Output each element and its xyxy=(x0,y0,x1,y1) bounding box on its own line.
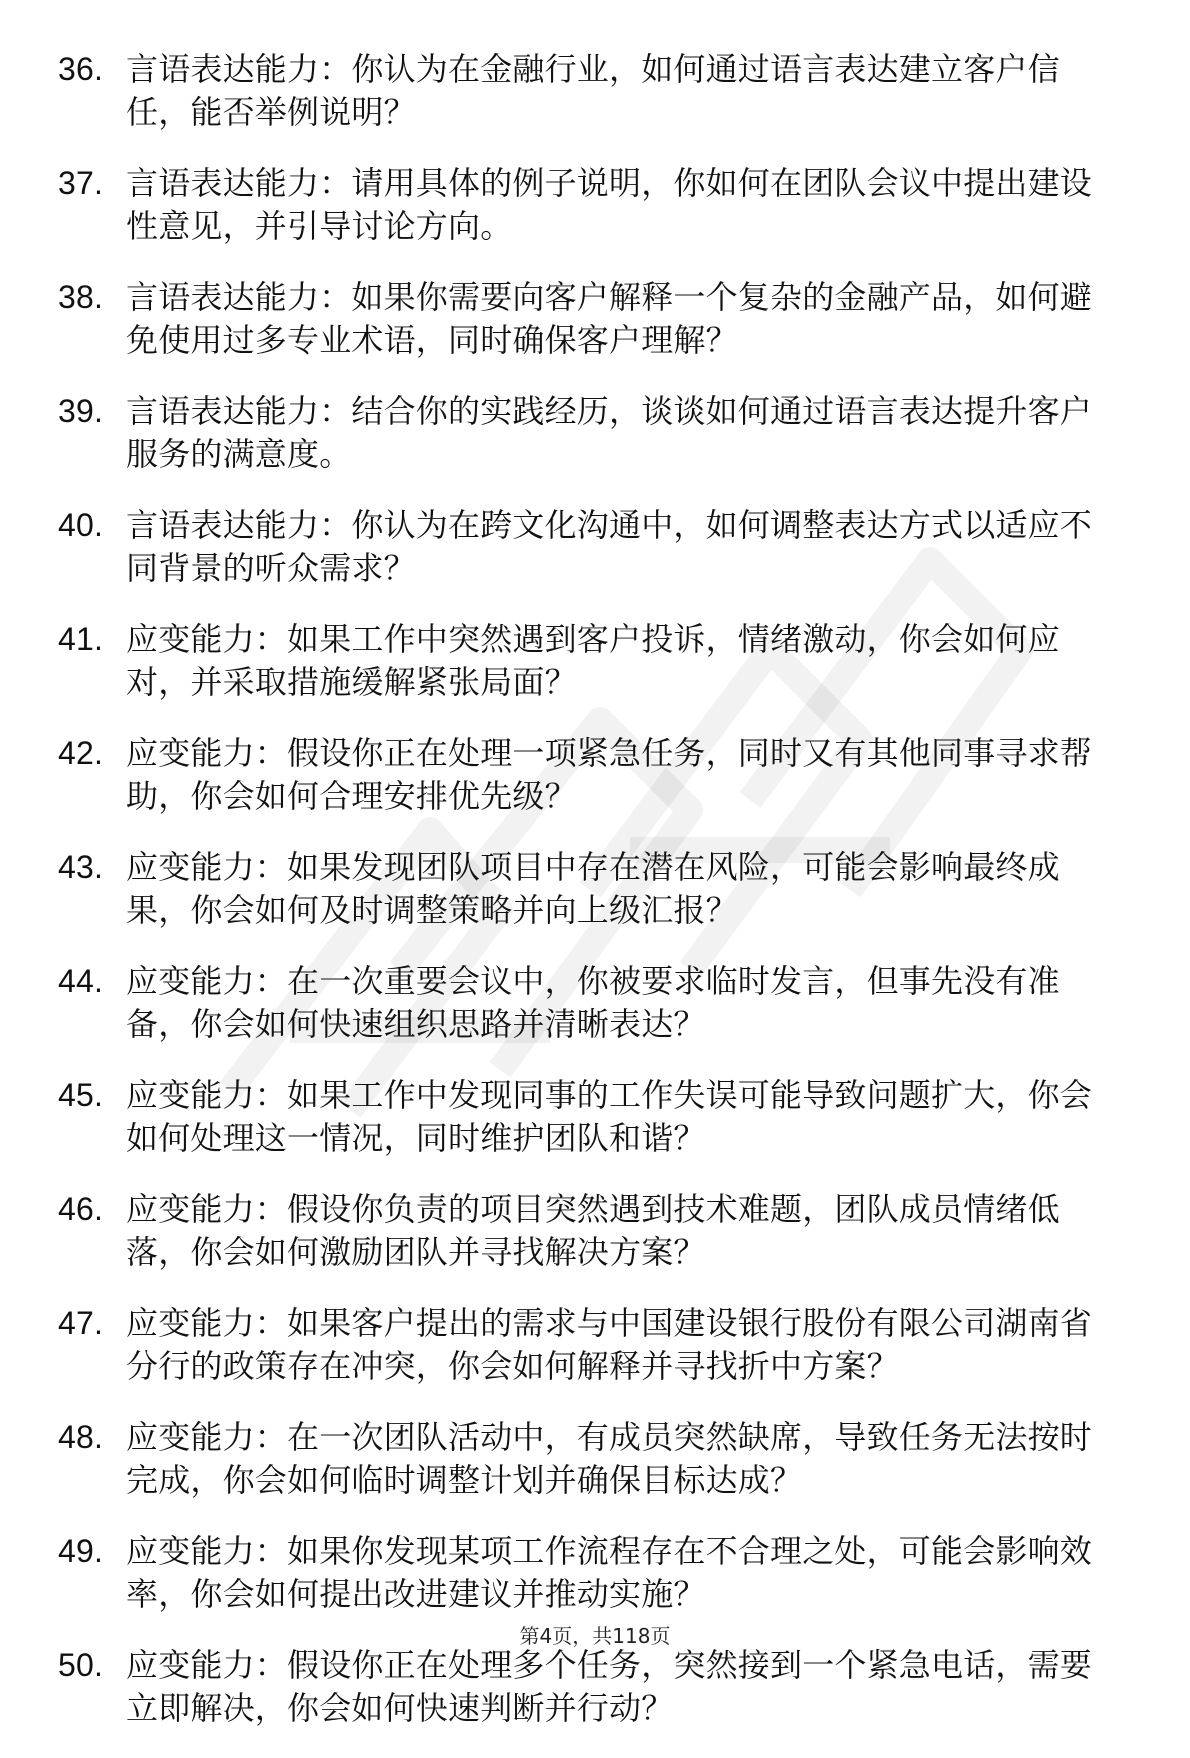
question-item xyxy=(58,1188,1118,1274)
question-text: 言语表达能力：你认为在跨文化沟通中，如何调整表达方式以适应不同背景的听众需求？ xyxy=(126,506,1093,587)
question-number: 45. xyxy=(58,1077,104,1113)
question-text: 应变能力：如果客户提出的需求与中国建设银行股份有限公司湖南省分行的政策存在冲突，你会如何解释并寻找折中方案？ xyxy=(126,1304,1093,1385)
question-text: 应变能力：假设你正在处理多个任务，突然接到一个紧急电话，需要立即解决，你会如何快速判断并行动？ xyxy=(126,1646,1093,1727)
question-number: 50. xyxy=(58,1647,104,1683)
question-text: 应变能力：如果工作中发现同事的工作失误可能导致问题扩大，你会如何处理这一情况，同时维护团队和谐？ xyxy=(126,1076,1093,1157)
question-number: 41. xyxy=(58,621,104,657)
question-number: 46. xyxy=(58,1191,104,1227)
question-item xyxy=(58,48,1118,134)
page-footer: 第4页，共118页 xyxy=(519,1624,671,1648)
question-text: 应变能力：如果你发现某项工作流程存在不合理之处，可能会影响效率，你会如何提出改进建议并推动实施？ xyxy=(126,1532,1093,1613)
question-item xyxy=(58,732,1118,818)
question-number: 49. xyxy=(58,1533,104,1569)
question-item xyxy=(58,162,1118,248)
question-text: 应变能力：假设你正在处理一项紧急任务，同时又有其他同事寻求帮助，你会如何合理安排优先级？ xyxy=(126,734,1093,815)
question-list xyxy=(58,48,1118,1758)
question-text: 言语表达能力：结合你的实践经历，谈谈如何通过语言表达提升客户服务的满意度。 xyxy=(126,392,1093,473)
question-item xyxy=(58,1416,1118,1502)
question-text: 言语表达能力：请用具体的例子说明，你如何在团队会议中提出建设性意见，并引导讨论方向。 xyxy=(126,164,1093,245)
question-text: 言语表达能力：你认为在金融行业，如何通过语言表达建立客户信任，能否举例说明？ xyxy=(126,50,1060,131)
question-number: 39. xyxy=(58,393,104,429)
question-number: 38. xyxy=(58,279,104,315)
question-item xyxy=(58,1644,1118,1730)
question-number: 36. xyxy=(58,51,104,87)
question-item xyxy=(58,618,1118,704)
question-number: 44. xyxy=(58,963,104,999)
question-text: 应变能力：如果工作中突然遇到客户投诉，情绪激动，你会如何应对，并采取措施缓解紧张局面？ xyxy=(126,620,1060,701)
question-number: 48. xyxy=(58,1419,104,1455)
question-item xyxy=(58,846,1118,932)
question-item xyxy=(58,504,1118,590)
question-item xyxy=(58,960,1118,1046)
question-text: 言语表达能力：如果你需要向客户解释一个复杂的金融产品，如何避免使用过多专业术语，同时确保客户理解？ xyxy=(126,278,1093,359)
question-text: 应变能力：如果发现团队项目中存在潜在风险，可能会影响最终成果，你会如何及时调整策略并向上级汇报？ xyxy=(126,848,1060,929)
question-number: 40. xyxy=(58,507,104,543)
question-item xyxy=(58,1074,1118,1160)
question-item xyxy=(58,1302,1118,1388)
question-text: 应变能力：在一次重要会议中，你被要求临时发言，但事先没有准备，你会如何快速组织思路并清晰表达？ xyxy=(126,962,1060,1043)
question-item xyxy=(58,276,1118,362)
question-number: 42. xyxy=(58,735,104,771)
question-number: 37. xyxy=(58,165,104,201)
question-item xyxy=(58,390,1118,476)
question-text: 应变能力：假设你负责的项目突然遇到技术难题，团队成员情绪低落，你会如何激励团队并寻找解决方案？ xyxy=(126,1190,1060,1271)
question-item xyxy=(58,1530,1118,1616)
question-number: 47. xyxy=(58,1305,104,1341)
question-text: 应变能力：在一次团队活动中，有成员突然缺席，导致任务无法按时完成，你会如何临时调整计划并确保目标达成？ xyxy=(126,1418,1093,1499)
question-number: 43. xyxy=(58,849,104,885)
